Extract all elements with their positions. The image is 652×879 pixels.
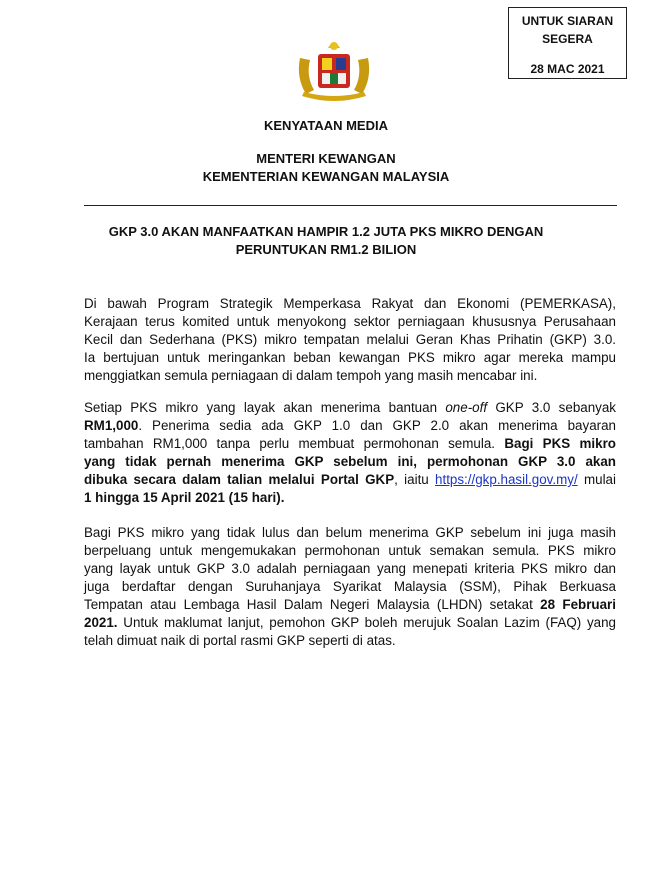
text-segment: juga berdaftar dengan Suruhanjaya Syarikat Malaysia (SSM), Pihak Berkuasa: [84, 579, 616, 594]
text-segment: . Penerima sedia ada GKP 1.0 dan GKP 2.0 akan menerima bayaran: [138, 418, 616, 433]
text-line: [84, 524, 616, 542]
text-line: [84, 367, 616, 385]
text-line: [84, 596, 616, 614]
text-segment: one-off: [445, 400, 488, 415]
paragraph-3: [84, 524, 616, 650]
text-segment: tambahan RM1,000 tanpa perlu membuat permohonan semula.: [84, 436, 505, 451]
text-segment: 28 Februari: [540, 597, 616, 612]
release-box: [508, 7, 627, 79]
text-segment: , iaitu: [394, 472, 436, 487]
text-segment: yang tidak pernah menerima GKP sebelum ini, permohonan GKP 3.0 akan: [84, 454, 616, 469]
text-segment: berpeluang untuk mengemukakan permohonan untuk semakan semula. PKS mikro: [84, 543, 616, 558]
text-segment: Di bawah Program Strategik Memperkasa Rakyat dan Ekonomi (PEMERKASA),: [84, 296, 616, 311]
text-segment: dibuka secara dalam talian melalui Portal GKP: [84, 472, 395, 487]
paragraph-1: [84, 295, 616, 385]
text-line: [84, 417, 616, 435]
headline-line-2: PERUNTUKAN RM1.2 BILION: [235, 242, 417, 257]
text-line: [84, 313, 616, 331]
text-line: [84, 453, 616, 471]
document-type: KENYATAAN MEDIA: [264, 118, 388, 133]
release-date: 28 MAC 2021: [530, 62, 605, 76]
text-line: [84, 435, 616, 453]
text-segment: Setiap PKS mikro yang layak akan menerima bantuan: [84, 400, 446, 415]
text-line: [84, 471, 616, 489]
text-segment: Untuk maklumat lanjut, pemohon GKP boleh merujuk Soalan Lazim (FAQ) yang: [117, 615, 616, 630]
text-segment: RM1,000: [84, 418, 139, 433]
text-line: [84, 295, 616, 313]
text-segment: Tempatan atau Lembaga Hasil Dalam Negeri Malaysia (LHDN) setakat: [84, 597, 541, 612]
text-line: [84, 578, 616, 596]
issuer-title: MENTERI KEWANGAN: [256, 151, 396, 166]
release-label-2: SEGERA: [542, 32, 593, 46]
headline-line-1: GKP 3.0 AKAN MANFAATKAN HAMPIR 1.2 JUTA PKS MIKRO DENGAN: [108, 224, 544, 239]
text-segment: yang layak untuk GKP 3.0 adalah perniagaan yang menepati kriteria PKS mikro dan: [84, 561, 616, 576]
text-segment: Ia bertujuan untuk meringankan beban kewangan PKS mikro agar mereka mampu: [84, 350, 616, 365]
text-line: [84, 632, 616, 650]
text-line: [84, 489, 616, 507]
text-segment: telah dimuat naik di portal rasmi GKP seperti di atas.: [84, 633, 396, 648]
text-line: [84, 542, 616, 560]
divider: [84, 205, 617, 206]
text-line: [84, 614, 616, 632]
text-line: [84, 399, 616, 417]
text-segment: Kecil dan Sederhana (PKS) mikro tempatan melalui Geran Khas Prihatin (GKP) 3.0.: [84, 332, 616, 347]
text-line: [84, 560, 616, 578]
text-segment: Bagi PKS mikro: [504, 436, 616, 451]
text-segment: menggiatkan semula perniagaan di dalam tempoh yang masih mencabar ini.: [84, 368, 538, 383]
text-segment: Bagi PKS mikro yang tidak lulus dan belum menerima GKP sebelum ini juga masih: [84, 525, 616, 540]
malaysia-coat-of-arms-logo: [292, 38, 376, 106]
paragraph-2: [84, 399, 616, 507]
text-segment: 2021.: [84, 615, 118, 630]
text-segment: GKP 3.0 sebanyak: [487, 400, 617, 415]
text-segment: 1 hingga 15 April 2021 (15 hari).: [84, 490, 285, 505]
text-segment: mulai: [577, 472, 616, 487]
text-line: [84, 331, 616, 349]
release-label: UNTUK SIARAN: [521, 14, 614, 28]
portal-link[interactable]: https://gkp.hasil.gov.my/: [435, 472, 578, 487]
issuer-ministry: KEMENTERIAN KEWANGAN MALAYSIA: [202, 169, 450, 184]
text-line: [84, 349, 616, 367]
text-segment: Kerajaan terus komited untuk menyokong sektor perniagaan khususnya Perusahaan: [84, 314, 616, 329]
